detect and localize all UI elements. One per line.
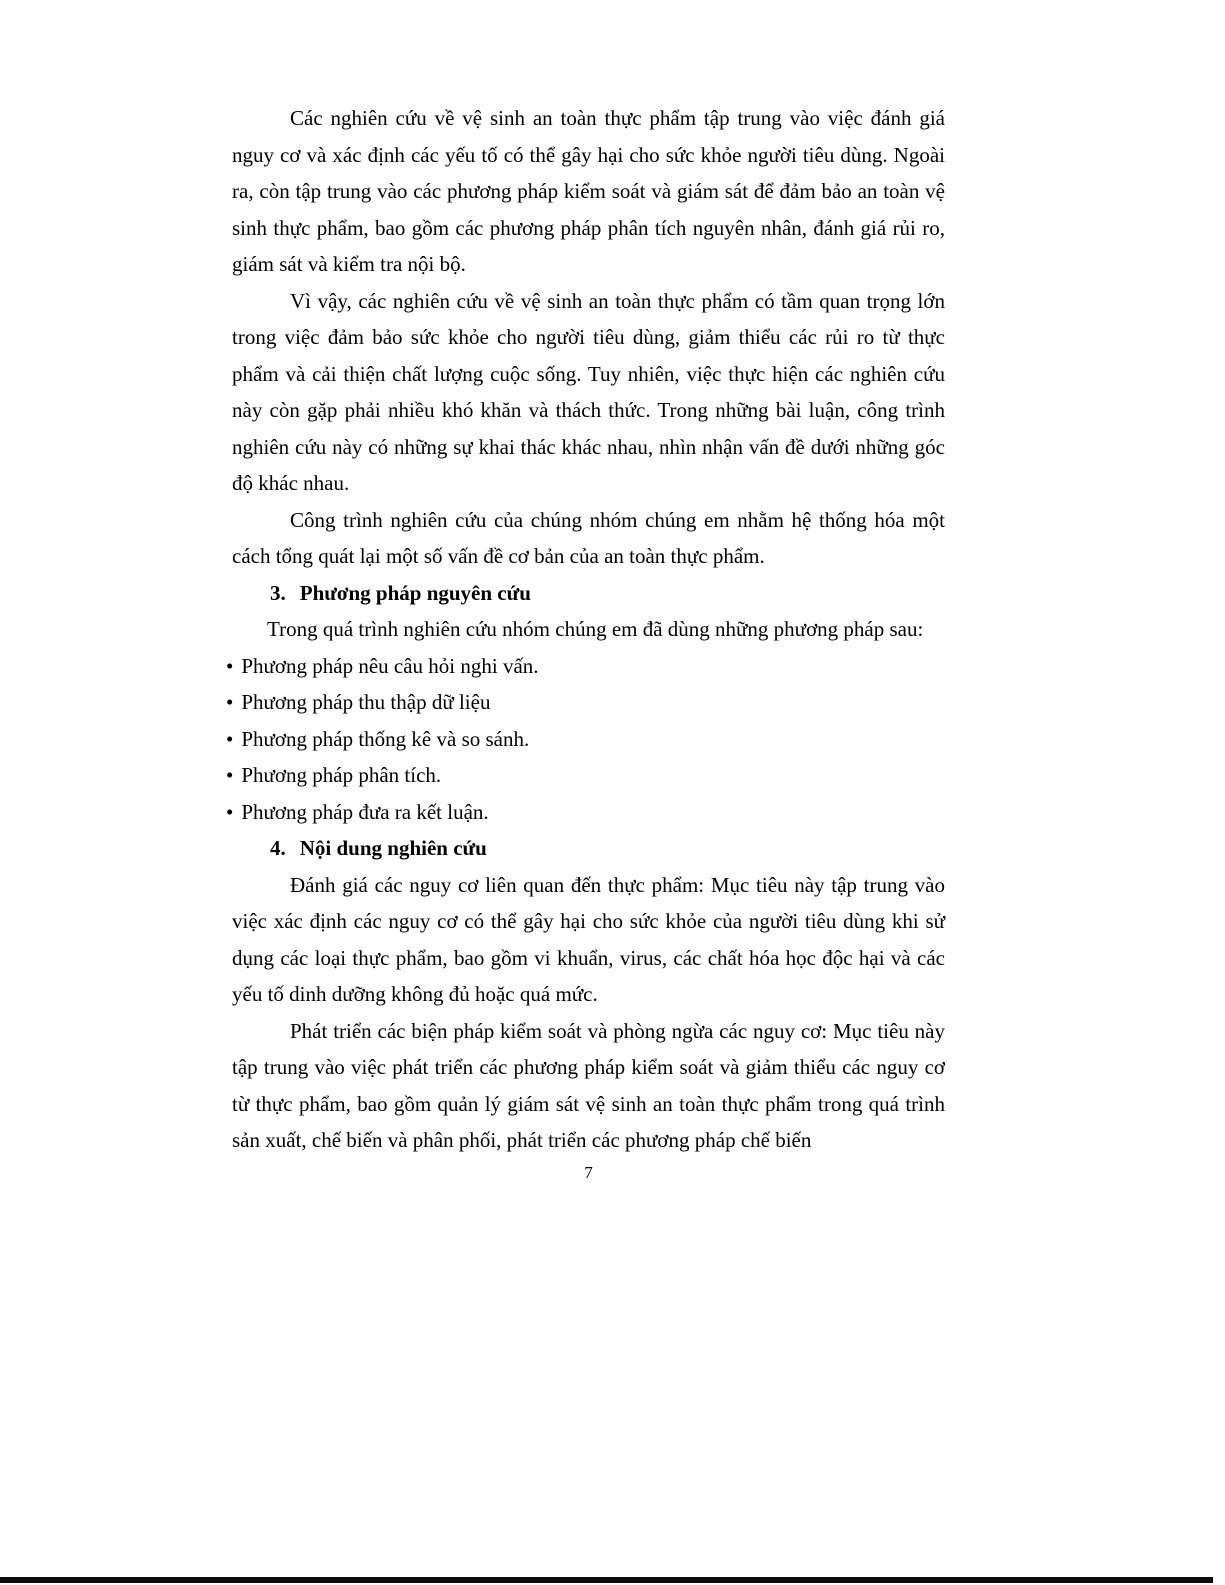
page-number: 7 — [584, 1163, 593, 1182]
paragraph-importance: Vì vậy, các nghiên cứu về vệ sinh an toàn thực phẩm có tầm quan trọng lớn trong việc đảm bảo sức khỏe cho người tiêu dùng, giảm thiểu các rủi ro từ thực phẩm và cải thiện chất lượng cuộc sống. Tuy nhiên, việc thực hiện các nghiên cứu này còn gặp phải nhiều khó khăn và thách thức. Trong những bài luận, công trình nghiên cứu này có những sự khai thác khác nhau, nhìn nhận vấn đề dưới những góc độ khác nhau. — [232, 288, 945, 495]
paragraph-methods-intro: Trong quá trình nghiên cứu nhóm chúng em đã dùng những phương pháp sau: — [267, 617, 924, 641]
list-item-text: Phương pháp thống kê và so sánh. — [241, 726, 530, 751]
methods-list — [226, 648, 945, 831]
list-item — [226, 648, 945, 685]
bullet-icon: • — [226, 799, 234, 824]
section-title: Nội dung nghiên cứu — [299, 836, 487, 860]
list-item — [226, 757, 945, 794]
list-item — [226, 684, 945, 721]
list-item-text: Phương pháp phân tích. — [241, 763, 442, 787]
paragraph-risk-assessment: Đánh giá các nguy cơ liên quan đến thực phẩm: Mục tiêu này tập trung vào việc xác định các nguy cơ có thể gây hại cho sức khỏe của người tiêu dùng khi sử dụng các loại thực phẩm, bao gồm vi khuẩn, virus, các chất hóa học độc hại và các yếu tố dinh dưỡng không đủ hoặc quá mức. — [232, 872, 945, 1006]
paragraph-project-goal: Công trình nghiên cứu của chúng nhóm chúng em nhằm hệ thống hóa một cách tổng quát lại một số vấn đề cơ bản của an toàn thực phẩm. — [232, 507, 945, 568]
bottom-window-edge — [0, 1577, 1213, 1583]
list-item — [226, 721, 945, 758]
list-item-text: Phương pháp thu thập dữ liệu — [241, 690, 491, 714]
paragraph-control-measures: Phát triển các biện pháp kiểm soát và phòng ngừa các nguy cơ: Mục tiêu này tập trung vào việc phát triển các phương pháp kiểm soát và giảm thiểu các nguy cơ từ thực phẩm, bao gồm quản lý giám sát vệ sinh an toàn thực phẩm trong quá trình sản xuất, chế biến và phân phối, phát triển các phương pháp chế biến — [232, 1018, 945, 1152]
list-item-text: Phương pháp đưa ra kết luận. — [241, 799, 489, 824]
bullet-icon: • — [226, 726, 234, 751]
list-item-text: Phương pháp nêu câu hỏi nghi vấn. — [241, 653, 539, 678]
section-heading-content — [232, 830, 945, 867]
bullet-icon: • — [226, 690, 234, 714]
section-number: 4. — [270, 836, 286, 860]
section-heading-methods — [232, 575, 945, 612]
paragraph-food-safety-overview: Các nghiên cứu về vệ sinh an toàn thực phẩm tập trung vào việc đánh giá nguy cơ và xác định các yếu tố có thể gây hại cho sức khỏe người tiêu dùng. Ngoài ra, còn tập trung vào các phương pháp kiểm soát và giám sát để đảm bảo an toàn vệ sinh thực phẩm, bao gồm các phương pháp phân tích nguyên nhân, đánh giá rủi ro, giám sát và kiểm tra nội bộ. — [232, 106, 945, 276]
text-column — [226, 100, 945, 1159]
bullet-icon: • — [226, 763, 234, 787]
list-item — [226, 794, 945, 831]
section-number: 3. — [270, 580, 286, 605]
section-title: Phương pháp nguyên cứu — [299, 580, 531, 605]
bullet-icon: • — [226, 653, 234, 678]
